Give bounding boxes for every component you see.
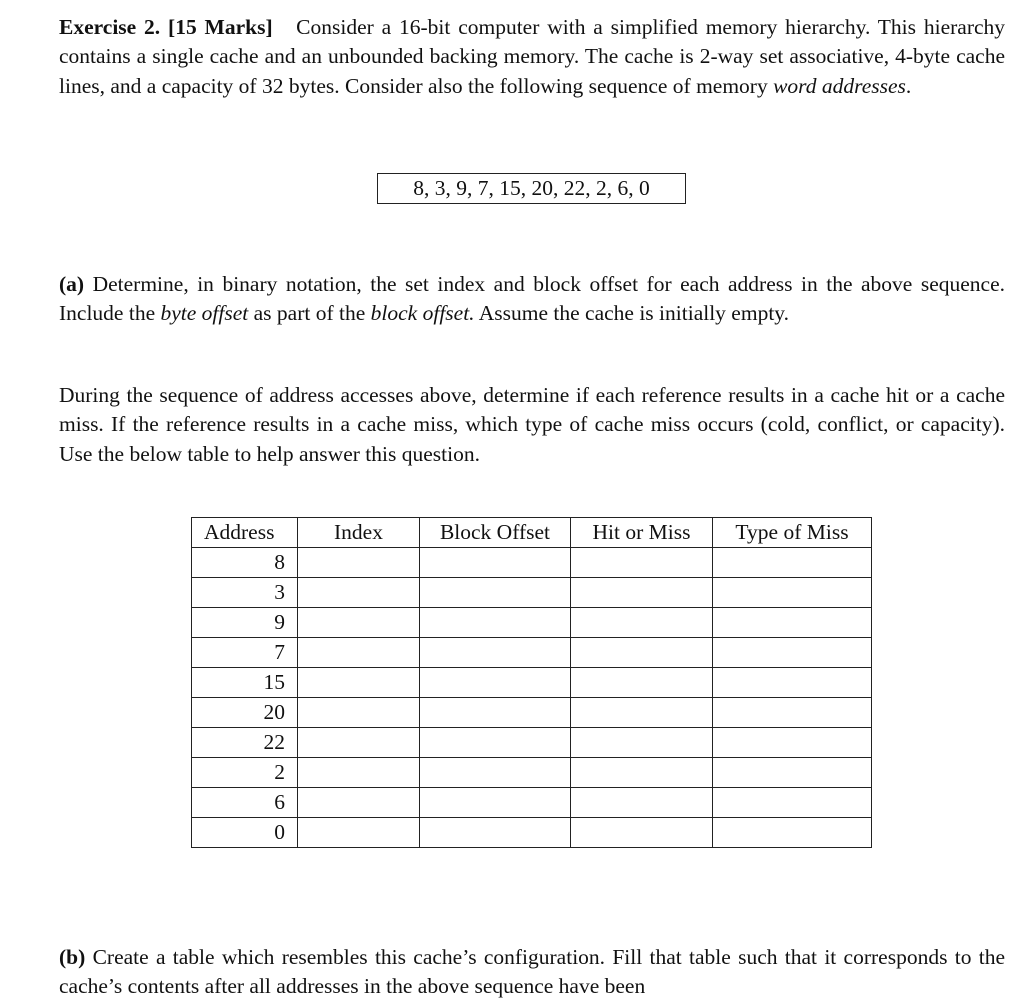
type-of-miss-cell (713, 668, 872, 698)
header-hit-or-miss: Hit or Miss (571, 518, 713, 548)
address-sequence-box: 8, 3, 9, 7, 15, 20, 22, 2, 6, 0 (377, 173, 686, 204)
type-of-miss-cell (713, 608, 872, 638)
index-cell (298, 578, 420, 608)
hit-or-miss-cell (571, 698, 713, 728)
type-of-miss-cell (713, 788, 872, 818)
address-cell: 6 (192, 788, 298, 818)
exercise-marks: [15 Marks] (168, 15, 273, 39)
part-b-label: (b) (59, 945, 86, 969)
part-a-text-1: Determine, in binary notation, the set index and block offset for each address in the above sequence. Include the (59, 272, 1005, 326)
hit-or-miss-cell (571, 608, 713, 638)
table-row (192, 698, 872, 728)
block-offset-cell (420, 638, 571, 668)
header-address: Address (192, 518, 298, 548)
cache-access-table (191, 517, 872, 848)
address-cell: 22 (192, 728, 298, 758)
block-offset-cell (420, 668, 571, 698)
part-a-label: (a) (59, 272, 85, 296)
type-of-miss-cell (713, 578, 872, 608)
hit-or-miss-cell (571, 758, 713, 788)
hit-or-miss-cell (571, 638, 713, 668)
table-row (192, 758, 872, 788)
part-a-emphasis-1: byte offset (160, 301, 249, 326)
part-a-text-3: Assume the cache is initially empty. (478, 301, 790, 326)
block-offset-cell (420, 548, 571, 578)
hit-or-miss-cell (571, 818, 713, 848)
type-of-miss-cell (713, 758, 872, 788)
index-cell (298, 758, 420, 788)
type-of-miss-cell (713, 638, 872, 668)
hit-or-miss-cell (571, 668, 713, 698)
part-a-question (59, 270, 1005, 329)
type-of-miss-cell (713, 548, 872, 578)
table-row (192, 788, 872, 818)
header-index: Index (298, 518, 420, 548)
index-cell (298, 608, 420, 638)
intro-emphasis: word addresses (773, 73, 906, 98)
index-cell (298, 788, 420, 818)
hit-or-miss-cell (571, 788, 713, 818)
part-b-text: Create a table which resembles this cache’s configuration. Fill that table such that it corresponds to the cache’s contents after all addresses in the above sequence have been (59, 945, 1006, 999)
address-cell: 3 (192, 578, 298, 608)
block-offset-cell (420, 788, 571, 818)
index-cell (298, 638, 420, 668)
header-block-offset: Block Offset (420, 518, 571, 548)
part-a-text-2: as part of the (253, 301, 366, 326)
part-b-question (59, 943, 1005, 1002)
index-cell (298, 728, 420, 758)
address-cell: 15 (192, 668, 298, 698)
index-cell (298, 818, 420, 848)
part-a-emphasis-2: block offset. (370, 301, 475, 326)
header-type-of-miss: Type of Miss (713, 518, 872, 548)
index-cell (298, 698, 420, 728)
exercise-intro (59, 13, 1005, 101)
block-offset-cell (420, 758, 571, 788)
address-cell: 20 (192, 698, 298, 728)
table-row (192, 608, 872, 638)
block-offset-cell (420, 728, 571, 758)
table-row (192, 578, 872, 608)
block-offset-cell (420, 608, 571, 638)
address-cell: 8 (192, 548, 298, 578)
hit-miss-instructions: During the sequence of address accesses above, determine if each reference results in a cache hit or a cache miss. If the reference results in a cache miss, which type of cache miss occurs (cold, conflict, or capacity). Use the below table to help answer this question. (59, 383, 1005, 466)
intro-end: . (905, 73, 912, 98)
table-row (192, 548, 872, 578)
type-of-miss-cell (713, 698, 872, 728)
exercise-heading: Exercise 2. (59, 15, 161, 39)
intro-text: Consider a 16-bit computer with a simplified memory hierarchy. This hierarchy contains a single cache and an unbounded backing memory. The cache is 2-way set associative, 4-byte cache lines, and a capacity of 32 bytes. Consider also the following sequence of memory (59, 15, 1006, 98)
block-offset-cell (420, 698, 571, 728)
address-cell: 7 (192, 638, 298, 668)
index-cell (298, 668, 420, 698)
address-cell: 2 (192, 758, 298, 788)
address-cell: 0 (192, 818, 298, 848)
address-cell: 9 (192, 608, 298, 638)
hit-or-miss-cell (571, 578, 713, 608)
block-offset-cell (420, 818, 571, 848)
table-body (192, 548, 872, 848)
block-offset-cell (420, 578, 571, 608)
table-row (192, 818, 872, 848)
table-row (192, 638, 872, 668)
hit-or-miss-cell (571, 548, 713, 578)
table-header-row (192, 518, 872, 548)
table-row (192, 728, 872, 758)
index-cell (298, 548, 420, 578)
type-of-miss-cell (713, 818, 872, 848)
type-of-miss-cell (713, 728, 872, 758)
hit-or-miss-cell (571, 728, 713, 758)
table-row (192, 668, 872, 698)
